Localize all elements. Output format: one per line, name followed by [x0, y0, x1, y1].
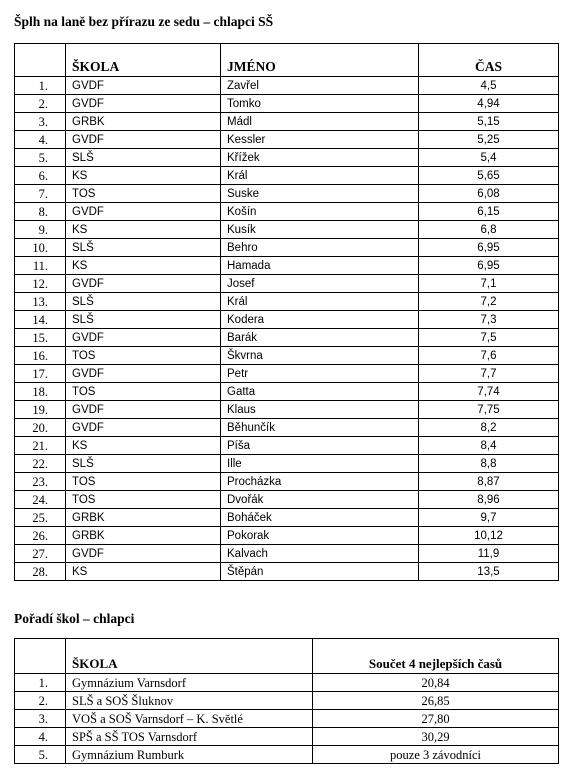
school-cell: SLŠ a SOŠ Šluknov — [66, 692, 313, 710]
time-cell: 5,4 — [419, 149, 559, 167]
name-cell: Klaus — [221, 401, 419, 419]
rank-cell: 20. — [15, 419, 66, 437]
school-cell: SLŠ — [66, 311, 221, 329]
school-cell: TOS — [66, 185, 221, 203]
school-cell: GVDF — [66, 77, 221, 95]
school-cell: GRBK — [66, 527, 221, 545]
schools-row — [15, 710, 559, 728]
schools-header-school: ŠKOLA — [66, 639, 313, 674]
time-cell: 9,7 — [419, 509, 559, 527]
time-cell: 7,74 — [419, 383, 559, 401]
results-row — [15, 77, 559, 95]
time-cell: 6,95 — [419, 257, 559, 275]
time-cell: 5,15 — [419, 113, 559, 131]
results-title: Šplh na laně bez přírazu ze sedu – chlapci SŠ — [14, 14, 274, 29]
name-cell: Kusík — [221, 221, 419, 239]
name-cell: Ille — [221, 455, 419, 473]
schools-table — [14, 638, 559, 764]
schools-row — [15, 728, 559, 746]
name-cell: Kalvach — [221, 545, 419, 563]
name-cell: Kodera — [221, 311, 419, 329]
results-table — [14, 43, 559, 581]
results-row — [15, 347, 559, 365]
time-cell: 7,5 — [419, 329, 559, 347]
schools-header-row — [15, 639, 559, 674]
results-row — [15, 239, 559, 257]
time-cell: 11,9 — [419, 545, 559, 563]
name-cell: Kessler — [221, 131, 419, 149]
school-cell: TOS — [66, 473, 221, 491]
name-cell: Procházka — [221, 473, 419, 491]
time-cell: 5,65 — [419, 167, 559, 185]
school-cell: GRBK — [66, 509, 221, 527]
schools-header-rank — [15, 639, 66, 674]
name-cell: Gatta — [221, 383, 419, 401]
schools-row — [15, 692, 559, 710]
results-row — [15, 275, 559, 293]
time-cell: 8,87 — [419, 473, 559, 491]
rank-cell: 15. — [15, 329, 66, 347]
rank-cell: 23. — [15, 473, 66, 491]
schools-row — [15, 746, 559, 764]
rank-cell: 7. — [15, 185, 66, 203]
results-row — [15, 329, 559, 347]
school-cell: GRBK — [66, 113, 221, 131]
school-cell: GVDF — [66, 275, 221, 293]
results-row — [15, 401, 559, 419]
results-row — [15, 257, 559, 275]
name-cell: Dvořák — [221, 491, 419, 509]
results-row — [15, 509, 559, 527]
results-header-name: JMÉNO — [221, 44, 419, 77]
rank-cell: 5. — [15, 149, 66, 167]
name-cell: Barák — [221, 329, 419, 347]
name-cell: Škvrna — [221, 347, 419, 365]
school-cell: SLŠ — [66, 455, 221, 473]
name-cell: Běhunčík — [221, 419, 419, 437]
results-row — [15, 419, 559, 437]
rank-cell: 11. — [15, 257, 66, 275]
name-cell: Boháček — [221, 509, 419, 527]
rank-cell: 19. — [15, 401, 66, 419]
results-row — [15, 149, 559, 167]
results-row — [15, 473, 559, 491]
time-cell: 7,1 — [419, 275, 559, 293]
rank-cell: 16. — [15, 347, 66, 365]
rank-cell: 12. — [15, 275, 66, 293]
school-cell: Gymnázium Varnsdorf — [66, 674, 313, 692]
results-row — [15, 491, 559, 509]
rank-cell: 27. — [15, 545, 66, 563]
time-cell: 8,4 — [419, 437, 559, 455]
rank-cell: 5. — [15, 746, 66, 764]
rank-cell: 13. — [15, 293, 66, 311]
results-header-time: ČAS — [419, 44, 559, 77]
schools-row — [15, 674, 559, 692]
results-row — [15, 95, 559, 113]
rank-cell: 3. — [15, 113, 66, 131]
results-row — [15, 383, 559, 401]
results-row — [15, 185, 559, 203]
time-cell: 10,12 — [419, 527, 559, 545]
name-cell: Suske — [221, 185, 419, 203]
rank-cell: 9. — [15, 221, 66, 239]
time-cell: 6,8 — [419, 221, 559, 239]
school-cell: GVDF — [66, 419, 221, 437]
name-cell: Zavřel — [221, 77, 419, 95]
time-cell: 8,8 — [419, 455, 559, 473]
school-cell: KS — [66, 221, 221, 239]
name-cell: Píša — [221, 437, 419, 455]
school-cell: KS — [66, 167, 221, 185]
results-row — [15, 311, 559, 329]
rank-cell: 4. — [15, 728, 66, 746]
results-row — [15, 527, 559, 545]
time-cell: 4,94 — [419, 95, 559, 113]
name-cell: Hamada — [221, 257, 419, 275]
time-cell: 7,3 — [419, 311, 559, 329]
time-cell: 6,95 — [419, 239, 559, 257]
school-cell: TOS — [66, 491, 221, 509]
rank-cell: 2. — [15, 95, 66, 113]
school-cell: GVDF — [66, 131, 221, 149]
schools-table-body — [15, 639, 559, 764]
name-cell: Košín — [221, 203, 419, 221]
results-header-rank — [15, 44, 66, 77]
rank-cell: 2. — [15, 692, 66, 710]
school-cell: SLŠ — [66, 239, 221, 257]
name-cell: Tomko — [221, 95, 419, 113]
time-cell: 6,15 — [419, 203, 559, 221]
time-cell: 7,7 — [419, 365, 559, 383]
sum-cell: 30,29 — [313, 728, 559, 746]
rank-cell: 10. — [15, 239, 66, 257]
time-cell: 8,96 — [419, 491, 559, 509]
name-cell: Král — [221, 293, 419, 311]
school-cell: KS — [66, 257, 221, 275]
school-cell: GVDF — [66, 545, 221, 563]
results-header-row — [15, 44, 559, 77]
rank-cell: 17. — [15, 365, 66, 383]
name-cell: Křížek — [221, 149, 419, 167]
name-cell: Král — [221, 167, 419, 185]
school-cell: Gymnázium Rumburk — [66, 746, 313, 764]
time-cell: 4,5 — [419, 77, 559, 95]
results-table-body — [15, 44, 559, 581]
time-cell: 7,2 — [419, 293, 559, 311]
name-cell: Štěpán — [221, 563, 419, 581]
name-cell: Pokorak — [221, 527, 419, 545]
schools-title: Pořadí škol – chlapci — [14, 611, 135, 626]
school-cell: GVDF — [66, 401, 221, 419]
sum-cell: pouze 3 závodníci — [313, 746, 559, 764]
results-row — [15, 203, 559, 221]
school-cell: SPŠ a SŠ TOS Varnsdorf — [66, 728, 313, 746]
results-row — [15, 563, 559, 581]
results-row — [15, 167, 559, 185]
name-cell: Behro — [221, 239, 419, 257]
school-cell: TOS — [66, 383, 221, 401]
results-header-school: ŠKOLA — [66, 44, 221, 77]
rank-cell: 8. — [15, 203, 66, 221]
name-cell: Josef — [221, 275, 419, 293]
schools-header-sum: Součet 4 nejlepších časů — [313, 639, 559, 674]
results-row — [15, 221, 559, 239]
time-cell: 7,75 — [419, 401, 559, 419]
rank-cell: 22. — [15, 455, 66, 473]
results-row — [15, 293, 559, 311]
rank-cell: 14. — [15, 311, 66, 329]
rank-cell: 4. — [15, 131, 66, 149]
sum-cell: 20,84 — [313, 674, 559, 692]
time-cell: 5,25 — [419, 131, 559, 149]
name-cell: Mádl — [221, 113, 419, 131]
time-cell: 13,5 — [419, 563, 559, 581]
school-cell: KS — [66, 437, 221, 455]
rank-cell: 1. — [15, 674, 66, 692]
rank-cell: 26. — [15, 527, 66, 545]
school-cell: TOS — [66, 347, 221, 365]
rank-cell: 6. — [15, 167, 66, 185]
results-row — [15, 365, 559, 383]
rank-cell: 18. — [15, 383, 66, 401]
school-cell: GVDF — [66, 95, 221, 113]
results-row — [15, 437, 559, 455]
school-cell: GVDF — [66, 203, 221, 221]
time-cell: 6,08 — [419, 185, 559, 203]
rank-cell: 28. — [15, 563, 66, 581]
sum-cell: 27,80 — [313, 710, 559, 728]
rank-cell: 1. — [15, 77, 66, 95]
school-cell: GVDF — [66, 365, 221, 383]
time-cell: 8,2 — [419, 419, 559, 437]
school-cell: VOŠ a SOŠ Varnsdorf – K. Světlé — [66, 710, 313, 728]
results-row — [15, 131, 559, 149]
results-row — [15, 113, 559, 131]
time-cell: 7,6 — [419, 347, 559, 365]
school-cell: KS — [66, 563, 221, 581]
school-cell: SLŠ — [66, 293, 221, 311]
name-cell: Petr — [221, 365, 419, 383]
rank-cell: 3. — [15, 710, 66, 728]
results-row — [15, 455, 559, 473]
results-row — [15, 545, 559, 563]
school-cell: SLŠ — [66, 149, 221, 167]
sum-cell: 26,85 — [313, 692, 559, 710]
rank-cell: 25. — [15, 509, 66, 527]
school-cell: GVDF — [66, 329, 221, 347]
rank-cell: 24. — [15, 491, 66, 509]
rank-cell: 21. — [15, 437, 66, 455]
